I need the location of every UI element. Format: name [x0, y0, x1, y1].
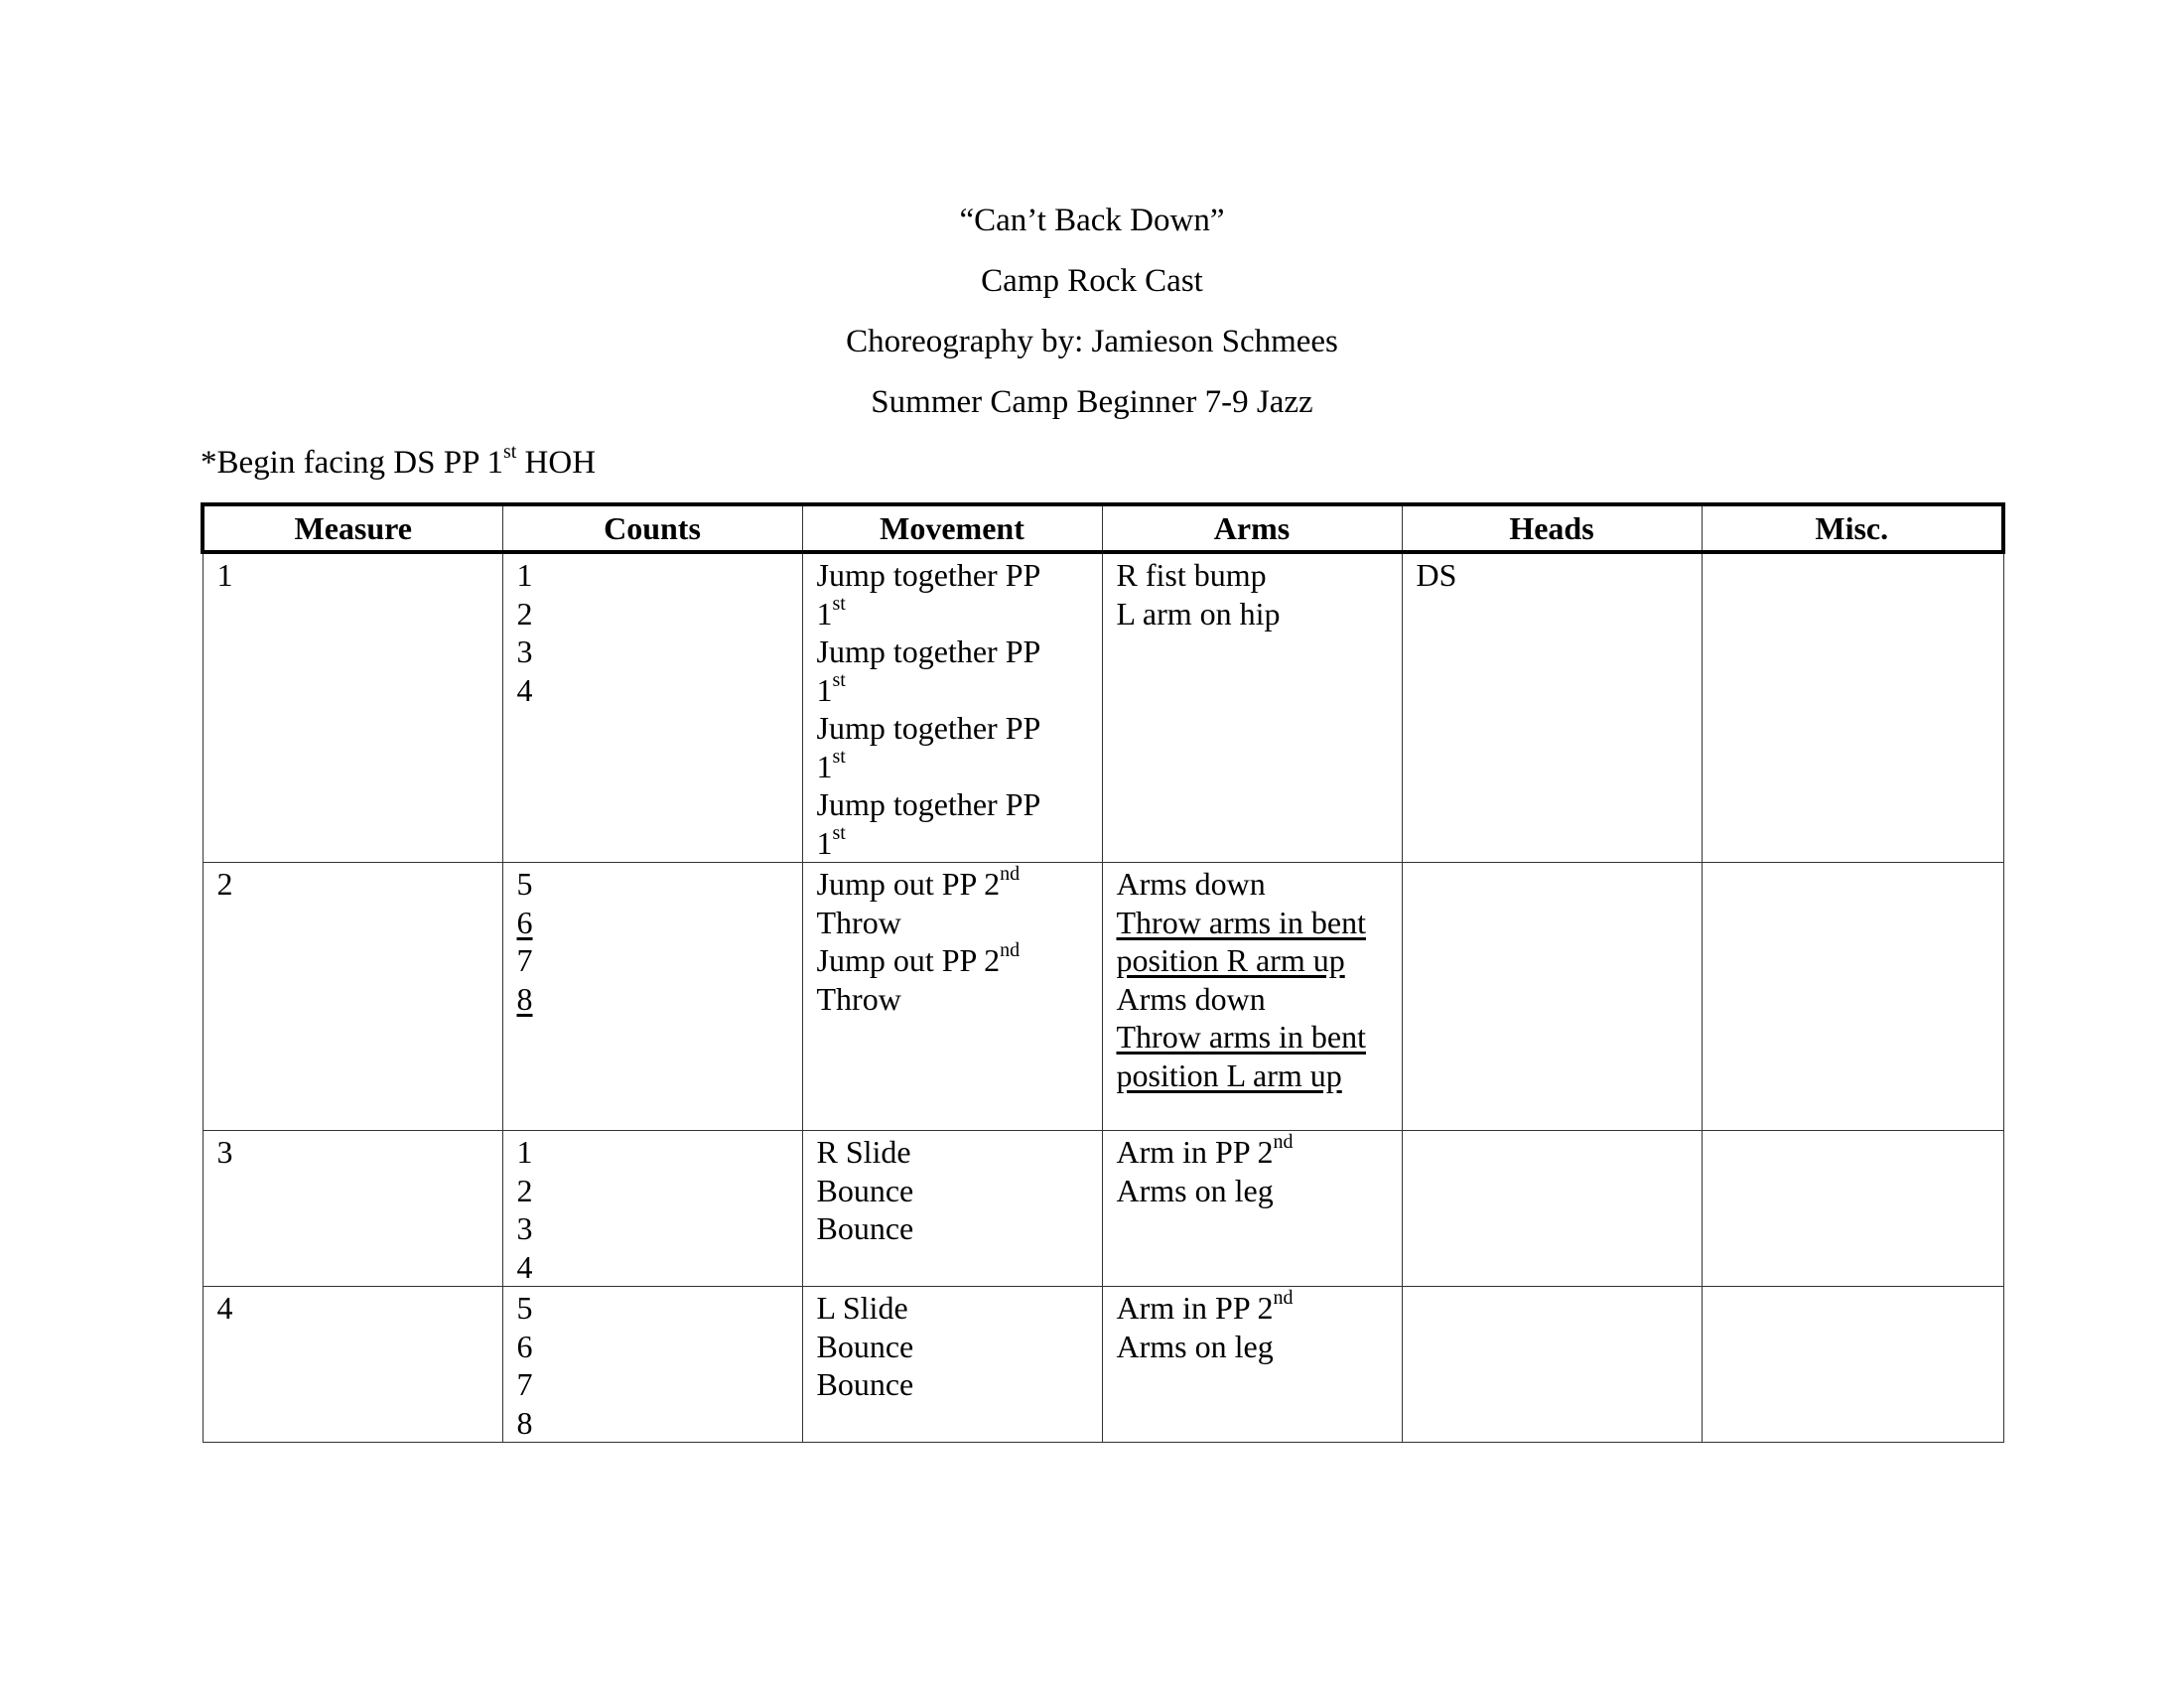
arms-line: position L arm up: [1116, 1056, 1342, 1093]
measure-line: 4: [216, 1290, 233, 1326]
arms-line: Throw arms in bent: [1116, 1019, 1366, 1055]
movement-line: 1st: [816, 592, 846, 632]
counts-line: 7: [516, 1366, 533, 1402]
column-header-measure: Measure: [203, 504, 502, 552]
arms-cell: [1102, 863, 1402, 1131]
movement-cell: [802, 1287, 1102, 1443]
movement-line: Throw: [816, 980, 901, 1017]
arms-line: Arms down: [1116, 866, 1266, 902]
counts-line: 1: [516, 1134, 533, 1170]
heads-line: DS: [1416, 557, 1457, 593]
misc-cell: [1702, 552, 2003, 863]
table-header-row: [203, 504, 2003, 552]
table-row: [203, 863, 2003, 1131]
movement-line: Jump together PP: [816, 786, 1041, 822]
counts-cell: [502, 1131, 802, 1287]
heads-cell: [1402, 552, 1702, 863]
counts-cell: [502, 863, 802, 1131]
movement-line: 1st: [816, 745, 846, 784]
class-name: Summer Camp Beginner 7-9 Jazz: [871, 384, 1313, 420]
song-title: “Can’t Back Down”: [959, 203, 1225, 238]
movement-line: R Slide: [816, 1134, 911, 1170]
measure-cell: [203, 1287, 502, 1443]
movement-cell: [802, 1131, 1102, 1287]
movement-line: Jump together PP: [816, 633, 1041, 669]
arms-cell: [1102, 552, 1402, 863]
movement-line: Jump out PP 2nd: [816, 863, 1021, 902]
table-row: [203, 552, 2003, 863]
note-prefix: *Begin facing DS PP 1: [201, 445, 503, 481]
measure-cell: [203, 863, 502, 1131]
misc-cell: [1702, 1287, 2003, 1443]
arms-line: Throw arms in bent: [1116, 904, 1366, 940]
arms-line: L arm on hip: [1116, 595, 1281, 632]
counts-line: 3: [516, 633, 533, 669]
movement-line: Bounce: [816, 1210, 914, 1246]
counts-line: 2: [516, 1172, 533, 1208]
choreography-credit: Choreography by: Jamieson Schmees: [846, 324, 1338, 359]
movement-line: Throw: [816, 904, 901, 940]
counts-line: 1: [516, 557, 533, 593]
misc-cell: [1702, 863, 2003, 1131]
movement-line: Bounce: [816, 1172, 914, 1208]
counts-cell: [502, 1287, 802, 1443]
starting-position-note: [201, 443, 596, 483]
counts-line: 5: [516, 1290, 533, 1326]
arms-line: Arms down: [1116, 980, 1266, 1017]
counts-line: 8: [516, 1404, 533, 1441]
counts-line: 4: [516, 671, 533, 708]
counts-line: 2: [516, 595, 533, 632]
movement-line: Jump together PP: [816, 557, 1041, 593]
counts-line: 3: [516, 1210, 533, 1246]
movement-line: 1st: [816, 668, 846, 708]
movement-cell: [802, 863, 1102, 1131]
note-suffix: HOH: [516, 445, 597, 481]
heads-cell: [1402, 1131, 1702, 1287]
movement-line: Jump together PP: [816, 710, 1041, 746]
movement-line: L Slide: [816, 1290, 908, 1326]
measure-line: 3: [216, 1134, 233, 1170]
counts-line: 6: [516, 904, 533, 940]
measure-cell: [203, 1131, 502, 1287]
arms-cell: [1102, 1131, 1402, 1287]
table-row: [203, 1287, 2003, 1443]
movement-cell: [802, 552, 1102, 863]
arms-line: position R arm up: [1116, 942, 1345, 978]
table-row: [203, 1131, 2003, 1287]
movement-line: Bounce: [816, 1366, 914, 1402]
column-header-heads: Heads: [1402, 504, 1702, 552]
arms-line: Arms on leg: [1116, 1328, 1274, 1364]
counts-line: 4: [516, 1248, 533, 1285]
movement-line: 1st: [816, 821, 846, 861]
arms-line: Arm in PP 2nd: [1116, 1287, 1294, 1326]
choreography-table: [201, 502, 2005, 1443]
artist-line: Camp Rock Cast: [981, 263, 1203, 299]
arms-cell: [1102, 1287, 1402, 1443]
counts-line: 7: [516, 942, 533, 978]
counts-line: 8: [516, 980, 533, 1017]
arms-line: Arm in PP 2nd: [1116, 1131, 1294, 1170]
counts-line: 5: [516, 866, 533, 902]
heads-cell: [1402, 1287, 1702, 1443]
column-header-counts: Counts: [502, 504, 802, 552]
movement-line: Jump out PP 2nd: [816, 939, 1021, 978]
note-superscript: st: [502, 441, 517, 463]
measure-line: 2: [216, 866, 233, 902]
counts-line: 6: [516, 1328, 533, 1364]
column-header-movement: Movement: [802, 504, 1102, 552]
column-header-misc: Misc.: [1702, 504, 2003, 552]
arms-line: Arms on leg: [1116, 1172, 1274, 1208]
arms-line: R fist bump: [1116, 557, 1267, 593]
measure-line: 1: [216, 557, 233, 593]
misc-cell: [1702, 1131, 2003, 1287]
counts-cell: [502, 552, 802, 863]
movement-line: Bounce: [816, 1328, 914, 1364]
measure-cell: [203, 552, 502, 863]
column-header-arms: Arms: [1102, 504, 1402, 552]
heads-cell: [1402, 863, 1702, 1131]
